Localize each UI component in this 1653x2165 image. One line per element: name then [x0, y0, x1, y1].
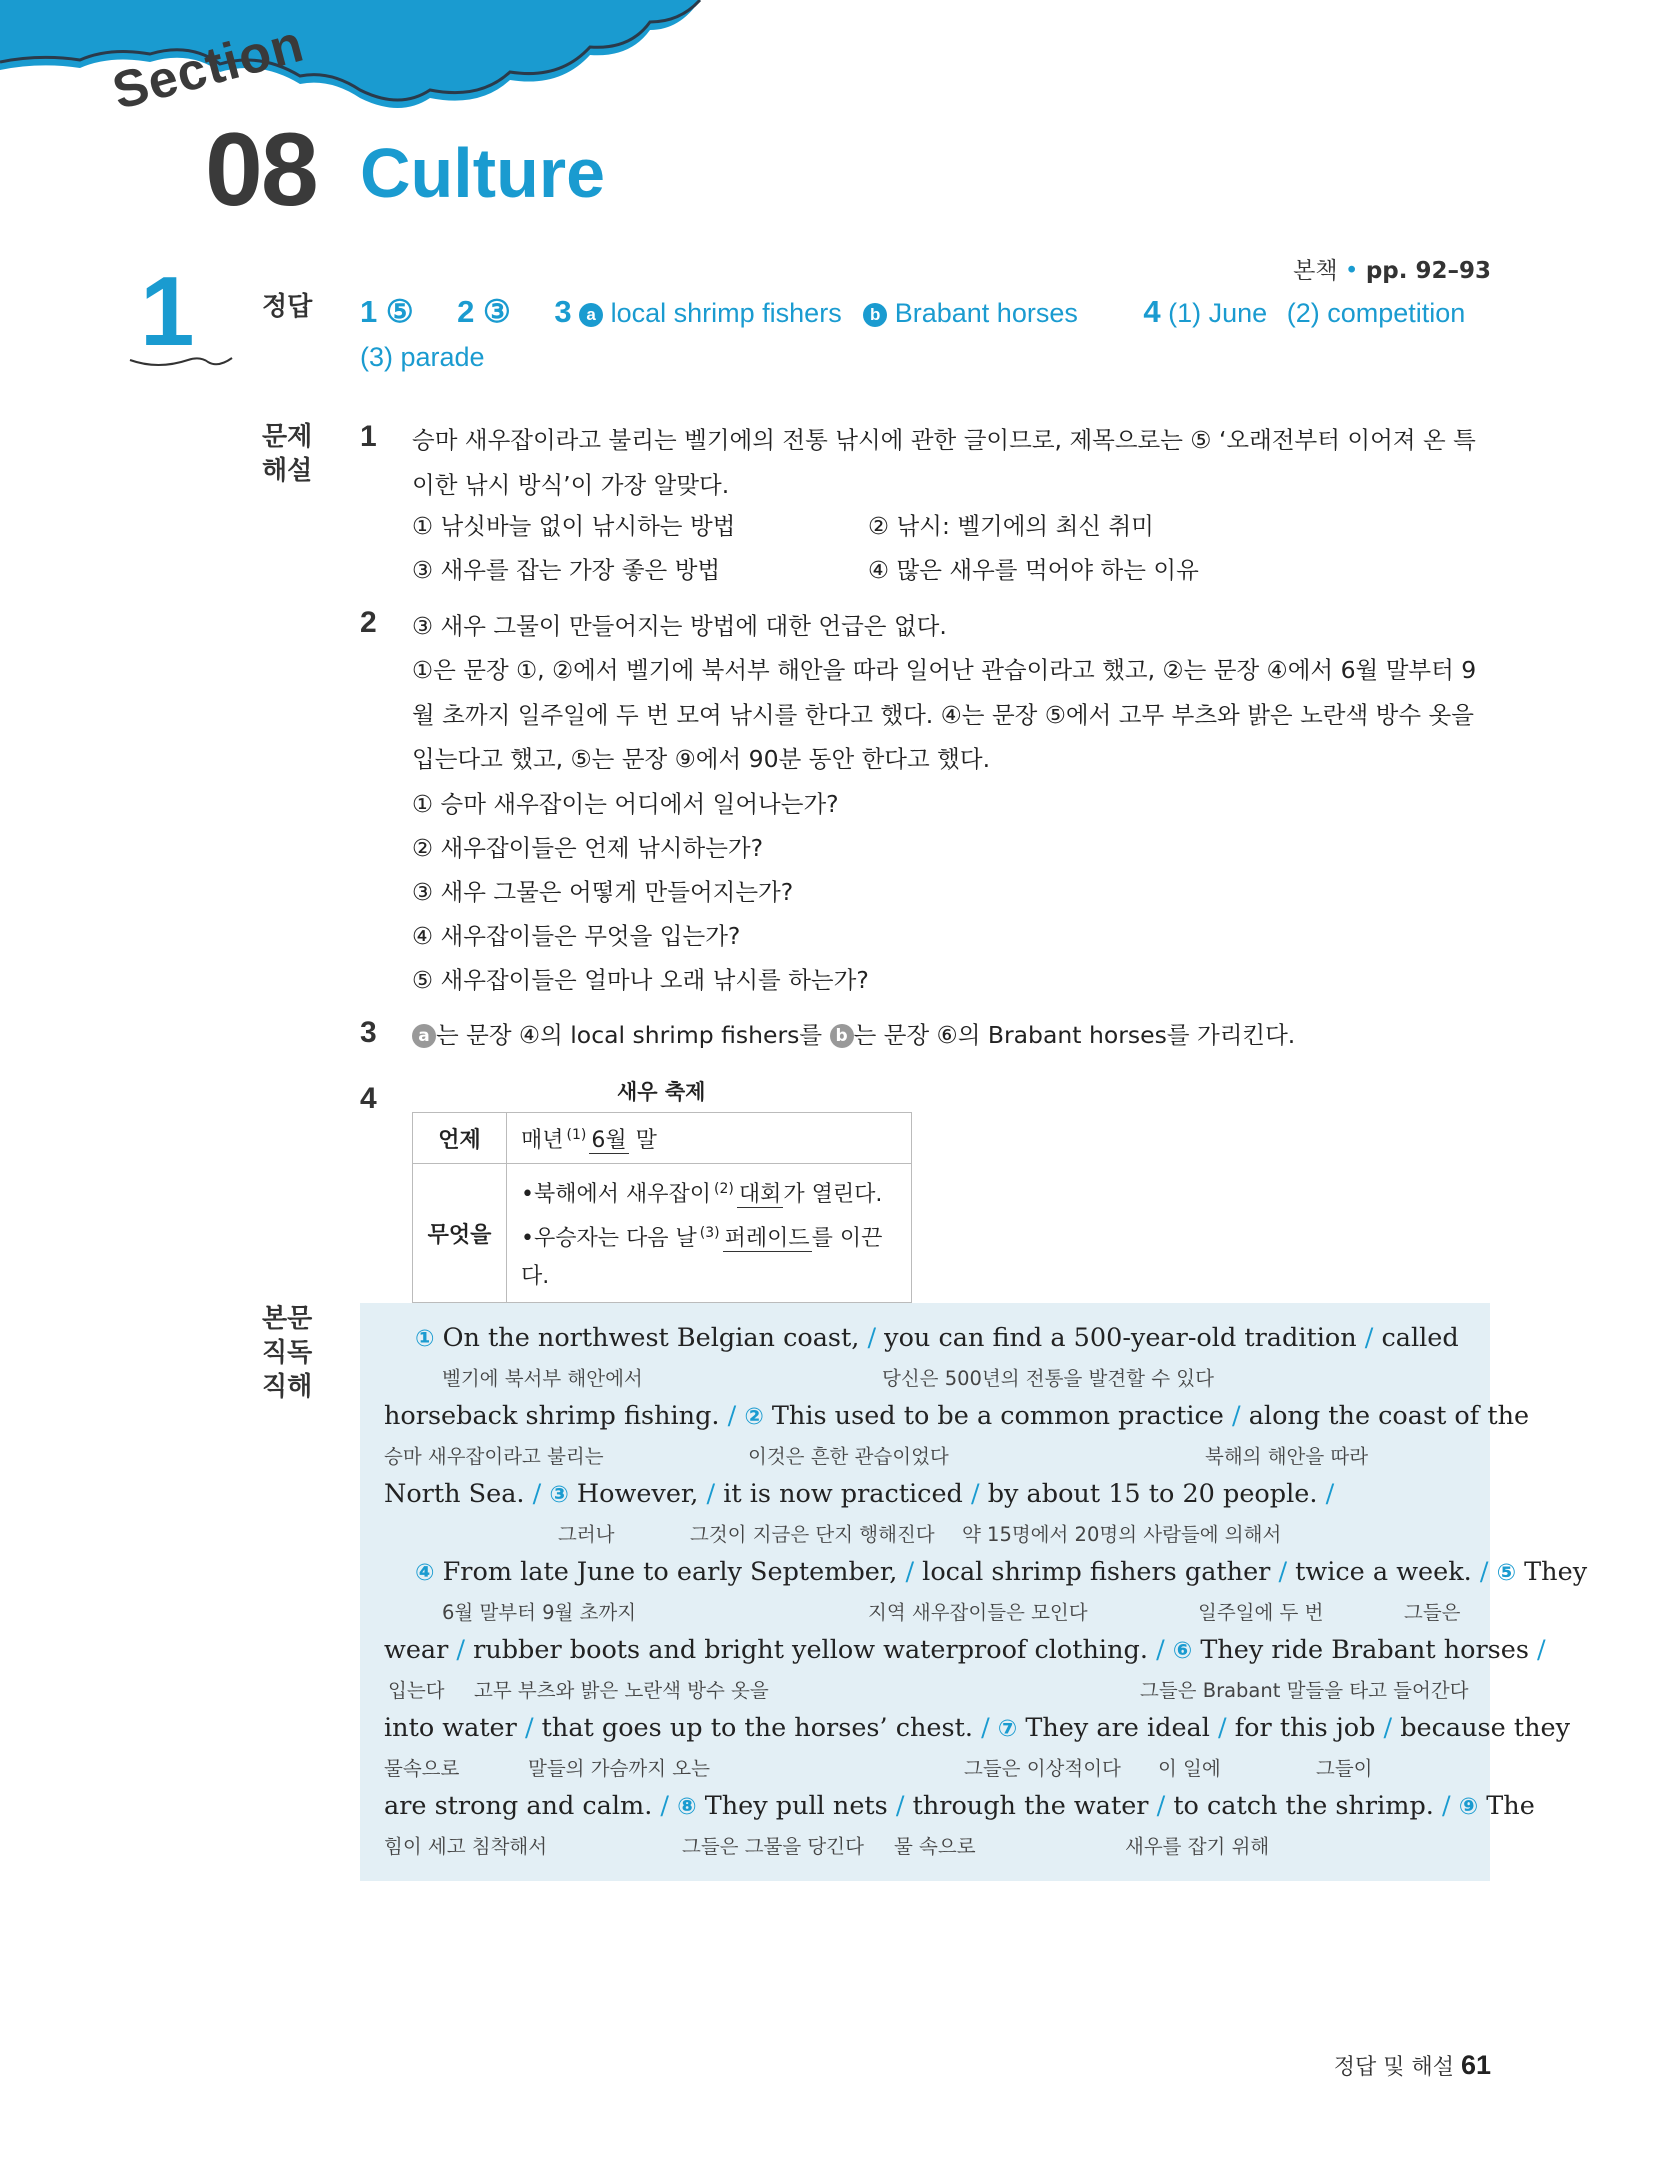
explain-1-opt1: ① 낚싯바늘 없이 낚시하는 방법: [412, 512, 736, 540]
question-number-underline: [128, 348, 238, 372]
explain-2-q2: ② 새우잡이들은 언제 낚시하는가?: [412, 834, 764, 862]
gloss-16: 고무 부츠와 밝은 노란색 방수 옷을: [474, 1679, 769, 1702]
gloss-24: 그들은 그물을 당긴다: [682, 1835, 864, 1858]
section-title: Culture: [360, 134, 605, 212]
header-cloud-decoration: [0, 0, 720, 110]
reading-label: 본문 직독 직해: [262, 1304, 313, 1402]
answer-block: [360, 290, 1510, 379]
explain-3-text: a 는 문장 ④의 local shrimp fishers를 b 는 문장 ⑥의 Brabant horses를 가리킨다.: [412, 1016, 1295, 1050]
answer-3a: local shrimp fishers: [610, 298, 842, 328]
explain-2-q3: ③ 새우 그물은 어떻게 만들어지는가?: [412, 878, 794, 906]
gloss-26: 새우를 잡기 위해: [1125, 1835, 1270, 1858]
section-label: Section: [106, 14, 310, 122]
gloss-6: 북해의 해안을 따라: [1205, 1445, 1369, 1468]
answer-1: 1 ⑤: [360, 294, 414, 329]
answer-label: 정답: [262, 292, 313, 322]
answer-4-2: (2) competition: [1286, 298, 1466, 328]
page-footer: [1334, 2050, 1491, 2081]
sentence-1: ① On the northwest Belgian coast, / you can find a 500-year-old tradition / called: [415, 1323, 1459, 1353]
answer-3b: Brabant horses: [894, 298, 1078, 328]
table-cell-what: •북해에서 새우잡이 $^{(2)}$ 대회가 열린다. •우승자는 다음 날 $^{(3)}$ 퍼레이드를 이끈다.: [507, 1164, 912, 1303]
table-head-what: 무엇을: [413, 1164, 507, 1303]
gloss-22: 그들이: [1316, 1757, 1373, 1780]
gloss-20: 그들은 이상적이다: [964, 1757, 1121, 1780]
gloss-18: 물속으로: [384, 1757, 460, 1780]
table-row: [413, 1113, 912, 1164]
answer-4-1: (1) June: [1168, 298, 1268, 328]
explain-2-q1: ① 승마 새우잡이는 어디에서 일어나는가?: [412, 790, 839, 818]
explain-1-opt2: ② 낚시: 벨기에의 최신 취미: [868, 512, 1154, 540]
explain-1-opt3: ③ 새우를 잡는 가장 좋은 방법: [412, 556, 721, 584]
answer-3-num: 3: [554, 294, 572, 329]
sentence-4: ④ From late June to early September, / local shrimp fishers gather / twice a week. / ⑤ They: [415, 1557, 1588, 1587]
sentence-6: into water / that goes up to the horses’ chest. / ⑦ They are ideal / for this job / because they: [384, 1713, 1571, 1743]
gloss-21: 이 일에: [1158, 1757, 1221, 1780]
gloss-13: 일주일에 두 번: [1198, 1601, 1324, 1624]
gloss-4: 승마 새우잡이라고 불리는: [384, 1445, 604, 1468]
gloss-19: 말들의 가슴까지 오는: [528, 1757, 710, 1780]
page-number: 61: [1460, 2050, 1491, 2080]
circle-a-icon: a: [579, 303, 603, 327]
explain-label: 문제 해설: [262, 422, 313, 486]
gloss-25: 물 속으로: [894, 1835, 976, 1858]
gloss-23: 힘이 세고 침착해서: [384, 1835, 548, 1858]
gloss-15: 입는다: [388, 1679, 445, 1702]
gloss-9: 그것이 지금은 단지 행해진다: [690, 1523, 935, 1546]
sentence-2: horseback shrimp fishing. / ② This used to be a common practice / along the coast of the: [384, 1401, 1530, 1431]
answer-4-num: 4: [1143, 294, 1161, 329]
answer-4-3: (3) parade: [360, 342, 485, 372]
explain-2-line1: ③ 새우 그물이 만들어지는 방법에 대한 언급은 없다.: [412, 612, 947, 640]
explain-1-opt4: ④ 많은 새우를 먹어야 하는 이유: [868, 556, 1199, 584]
circle-b-icon: b: [863, 303, 887, 327]
gloss-10: 약 15명에서 20명의 사람들에 의해서: [962, 1523, 1282, 1546]
gloss-11: 6월 말부터 9월 초까지: [442, 1601, 637, 1624]
explain-2-text: ①은 문장 ①, ②에서 벨기에 북서부 해안을 따라 일어난 관습이라고 했고, ②는 문장 ④에서 6월 말부터 9월 초까지 일주일에 두 번 모여 낚시를 한다고 했다. ④는 문장 ⑤에서 고무 부츠와 밝은 노란색 방수 옷을 입는다고 했고, ⑤는 문장 ⑨에서 90분 동안 한다고 했다.: [412, 656, 1477, 773]
explain-1-text: 승마 새우잡이라고 불리는 벨기에의 전통 낚시에 관한 글이므로, 제목으로는 ⑤ ‘오래전부터 이어져 온 특이한 낚시 방식’이 가장 알맞다.: [412, 426, 1476, 499]
explain-2-num: 2: [360, 606, 377, 639]
gloss-2: 당신은 500년의 전통을 발견할 수 있다: [882, 1367, 1214, 1390]
gloss-17: 그들은 Brabant 말들을 타고 들어간다: [1140, 1679, 1469, 1702]
gloss-1: 벨기에 북서부 해안에서: [442, 1367, 643, 1390]
question-number: 1: [140, 256, 195, 366]
table-row: [413, 1164, 912, 1303]
answer-2: 2 ③: [457, 294, 511, 329]
explain-2-q4: ④ 새우잡이들은 무엇을 입는가?: [412, 922, 741, 950]
explain-2-q5: ⑤ 새우잡이들은 얼마나 오래 낚시를 하는가?: [412, 966, 869, 994]
sentence-3: North Sea. / ③ However, / it is now practiced / by about 15 to 20 people. /: [384, 1479, 1335, 1509]
explain-1-num: 1: [360, 420, 377, 453]
ref-pages: pp. 92–93: [1365, 258, 1491, 284]
gloss-8: 그러나: [558, 1523, 615, 1546]
gloss-14: 그들은: [1404, 1601, 1461, 1624]
circle-b-icon: b: [830, 1024, 854, 1048]
explain-3-num: 3: [360, 1016, 377, 1049]
festival-table: [412, 1112, 912, 1303]
table-head-when: 언제: [413, 1113, 507, 1164]
circle-a-icon: a: [412, 1024, 436, 1048]
gloss-5: 이것은 흔한 관습이었다: [748, 1445, 949, 1468]
sentence-7: are strong and calm. / ⑧ They pull nets / through the water / to catch the shrimp. / ⑨ The: [384, 1791, 1535, 1821]
table-cell-when: 매년 $^{(1)}$ 6월 말: [507, 1113, 912, 1164]
explain-4-num: 4: [360, 1082, 377, 1115]
footer-text: 정답 및 해설: [1333, 2055, 1454, 2080]
section-number: 08: [205, 112, 317, 228]
ref-dot: •: [1344, 258, 1359, 284]
gloss-12: 지역 새우잡이들은 모인다: [868, 1601, 1088, 1624]
table-title: 새우 축제: [617, 1080, 706, 1104]
sentence-5: wear / rubber boots and bright yellow waterproof clothing. / ⑥ They ride Brabant horses /: [384, 1635, 1546, 1665]
page-reference: 본책 • pp. 92–93: [1293, 258, 1491, 284]
